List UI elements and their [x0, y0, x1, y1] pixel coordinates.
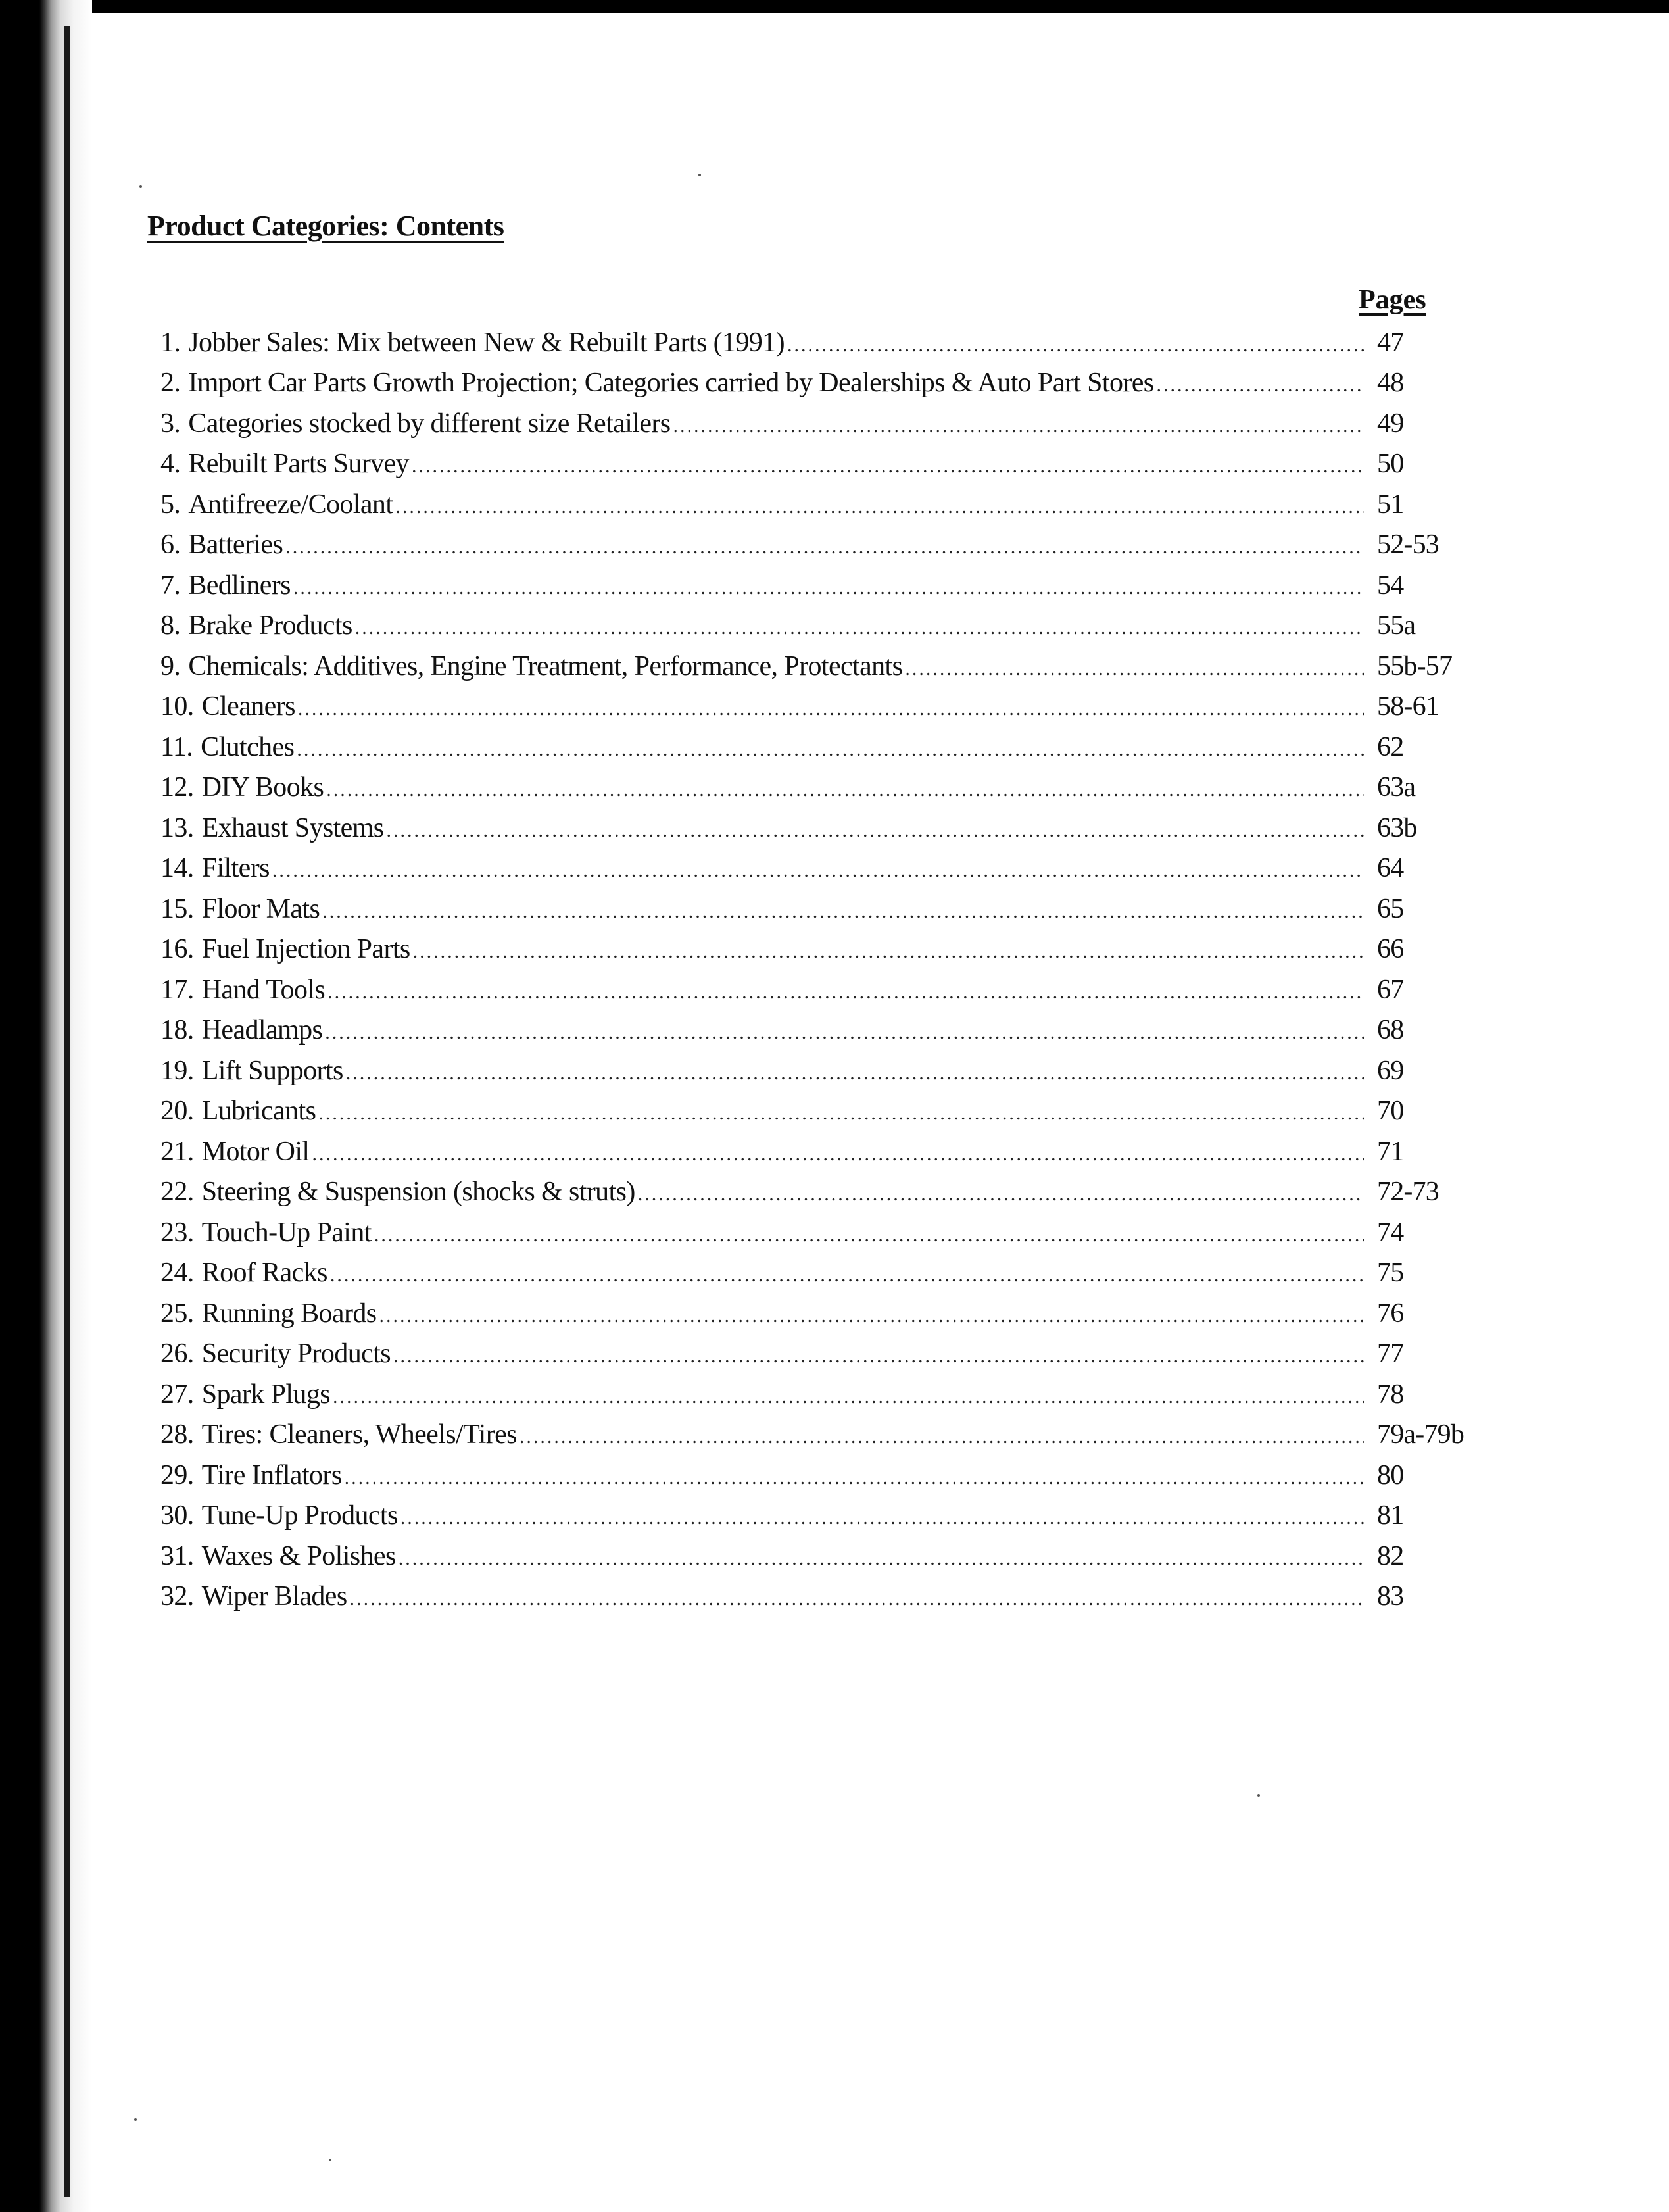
toc-entry-line: [160, 1217, 1364, 1248]
toc-entry-number: 20.: [160, 1096, 194, 1127]
toc-entry-number: 17.: [160, 974, 194, 1005]
toc-entry-line: [160, 1500, 1364, 1531]
scan-speck: [329, 2159, 331, 2161]
toc-entry-number: 8.: [160, 610, 181, 641]
dot-leader: [673, 415, 1364, 437]
toc-entry-number: 1.: [160, 327, 181, 358]
toc-entry-number: 19.: [160, 1055, 194, 1086]
toc-entry: [160, 1091, 1489, 1132]
toc-entry-title: Running Boards: [201, 1298, 377, 1329]
toc-entry-number: 25.: [160, 1298, 194, 1329]
toc-entry-line: [160, 1460, 1364, 1491]
dot-leader: [293, 577, 1364, 599]
toc-entry-line: [160, 1540, 1364, 1572]
toc-entry-page: 75: [1377, 1258, 1404, 1289]
toc-entry-line: [160, 408, 1364, 439]
toc-entry-page: 80: [1377, 1460, 1404, 1490]
toc-entry-title: Touch-Up Paint: [201, 1217, 372, 1248]
toc-entry-title: Rebuilt Parts Survey: [188, 449, 409, 479]
toc-entry-line: [160, 1338, 1364, 1369]
toc-entry-number: 15.: [160, 893, 194, 924]
scan-speck: [1257, 1794, 1260, 1797]
toc-entry-title: Security Products: [201, 1339, 391, 1369]
toc-entry: [160, 889, 1489, 929]
toc-entry-page: 63a: [1377, 772, 1416, 803]
toc-entry-title: Filters: [201, 853, 270, 884]
toc-entry-page: 79a-79b: [1377, 1419, 1464, 1450]
toc-entry-title: Lift Supports: [201, 1055, 343, 1086]
toc-entry: [160, 646, 1489, 687]
toc-entry-title: Cleaners: [201, 691, 295, 722]
dot-leader: [355, 617, 1364, 639]
toc-entry-page: 55a: [1377, 610, 1416, 641]
toc-entry-number: 5.: [160, 489, 181, 520]
toc-entry-page: 52-53: [1377, 529, 1439, 560]
toc-entry: [160, 1050, 1489, 1091]
toc-entry-page: 64: [1377, 853, 1404, 884]
toc-entry-page: 54: [1377, 570, 1404, 601]
toc-entry-page: 82: [1377, 1540, 1404, 1571]
toc-entry-page: 48: [1377, 368, 1404, 399]
toc-entry-line: [160, 610, 1364, 641]
toc-entry-number: 31.: [160, 1540, 194, 1571]
toc-entry: [160, 1374, 1489, 1415]
toc-entry-page: 58-61: [1377, 691, 1439, 722]
toc-entry-title: Categories stocked by different size Retailers: [188, 408, 671, 439]
toc-entry-line: [160, 691, 1364, 722]
toc-entry-line: [160, 570, 1364, 601]
dot-leader: [400, 1507, 1364, 1529]
toc-entry: [160, 1253, 1489, 1294]
dot-leader: [1157, 374, 1364, 397]
toc-entry: [160, 1496, 1489, 1536]
toc-entry-line: [160, 1257, 1364, 1289]
toc-entry-page: 69: [1377, 1055, 1404, 1086]
toc-entry-number: 2.: [160, 368, 181, 399]
toc-entry-title: Waxes & Polishes: [201, 1540, 396, 1571]
dot-leader: [399, 1548, 1364, 1570]
dot-leader: [412, 455, 1364, 478]
toc-entry: [160, 929, 1489, 970]
dot-leader: [520, 1426, 1364, 1448]
toc-entry-title: Hand Tools: [201, 974, 326, 1005]
toc-entry-title: Batteries: [188, 529, 283, 560]
toc-entry-page: 72-73: [1377, 1177, 1439, 1208]
toc-entry-number: 3.: [160, 408, 181, 439]
toc-entry-title: Steering & Suspension (shocks & struts): [201, 1177, 635, 1208]
toc-entry-title: Clutches: [201, 731, 295, 762]
dot-leader: [297, 739, 1364, 761]
toc-entry-title: Jobber Sales: Mix between New & Rebuilt Parts (1991): [188, 327, 785, 358]
toc-entry-title: Exhaust Systems: [201, 812, 384, 843]
toc-entry-title: Spark Plugs: [201, 1379, 330, 1410]
dot-leader: [346, 1062, 1364, 1085]
toc-entry-title: Wiper Blades: [201, 1581, 347, 1612]
dot-leader: [345, 1467, 1364, 1489]
toc-entry: [160, 565, 1489, 606]
dot-leader: [413, 941, 1364, 963]
toc-entry-page: 70: [1377, 1096, 1404, 1127]
toc-entry-line: [160, 933, 1364, 965]
toc-entry-title: Motor Oil: [201, 1136, 310, 1167]
scan-top-border: [0, 0, 1669, 13]
toc-entry: [160, 1172, 1489, 1213]
toc-entry-title: Import Car Parts Growth Projection; Categories carried by Dealerships & Auto Part Stores: [188, 368, 1154, 399]
toc-entry-line: [160, 367, 1364, 399]
toc-entry-page: 65: [1377, 893, 1404, 924]
dot-leader: [330, 1264, 1364, 1287]
toc-entry-page: 78: [1377, 1379, 1404, 1410]
toc-entry-page: 83: [1377, 1581, 1404, 1612]
pages-column-header: Pages: [1359, 285, 1426, 315]
table-of-contents: [160, 322, 1489, 1617]
dot-leader: [325, 1021, 1364, 1044]
toc-entry-page: 67: [1377, 974, 1404, 1005]
toc-entry: [160, 1334, 1489, 1375]
toc-entry-page: 77: [1377, 1339, 1404, 1369]
toc-entry-page: 51: [1377, 489, 1404, 520]
toc-entry-page: 76: [1377, 1298, 1404, 1329]
toc-entry-number: 4.: [160, 449, 181, 479]
binding-line: [64, 26, 70, 2197]
toc-entry-title: Lubricants: [201, 1096, 316, 1127]
toc-entry: [160, 1536, 1489, 1577]
toc-entry-line: [160, 489, 1364, 520]
toc-entry-page: 50: [1377, 449, 1404, 479]
dot-leader: [322, 900, 1364, 923]
toc-entry-number: 6.: [160, 529, 181, 560]
dot-leader: [787, 334, 1364, 356]
toc-entry-page: 71: [1377, 1136, 1404, 1167]
toc-entry-title: Roof Racks: [201, 1258, 327, 1289]
toc-entry: [160, 1577, 1489, 1617]
toc-entry: [160, 1010, 1489, 1051]
toc-entry-title: Fuel Injection Parts: [201, 934, 410, 965]
toc-entry: [160, 848, 1489, 889]
dot-leader: [379, 1305, 1364, 1327]
toc-entry-line: [160, 448, 1364, 479]
toc-entry-title: Tire Inflators: [201, 1460, 342, 1490]
dot-leader: [318, 1102, 1364, 1125]
toc-entry-page: 49: [1377, 408, 1404, 439]
dot-leader: [387, 820, 1364, 842]
toc-entry-title: Brake Products: [188, 610, 352, 641]
document-title: Product Categories: Contents: [147, 210, 504, 242]
toc-entry-line: [160, 1055, 1364, 1087]
dot-leader: [905, 658, 1364, 680]
dot-leader: [395, 496, 1364, 518]
toc-entry: [160, 484, 1489, 525]
toc-entry-line: [160, 1014, 1364, 1046]
toc-entry: [160, 322, 1489, 363]
toc-entry-number: 7.: [160, 570, 181, 601]
scan-speck: [134, 2118, 137, 2121]
toc-entry-number: 16.: [160, 934, 194, 965]
toc-entry-line: [160, 731, 1364, 763]
toc-entry: [160, 1212, 1489, 1253]
dot-leader: [333, 1386, 1364, 1408]
dot-leader: [285, 536, 1364, 558]
toc-entry-line: [160, 812, 1364, 844]
toc-entry-line: [160, 651, 1364, 682]
toc-entry-number: 22.: [160, 1177, 194, 1208]
toc-entry-title: Headlamps: [201, 1015, 323, 1046]
toc-entry-number: 10.: [160, 691, 194, 722]
toc-entry-title: Tires: Cleaners, Wheels/Tires: [201, 1419, 517, 1450]
dot-leader: [272, 860, 1364, 882]
toc-entry-number: 11.: [160, 731, 193, 762]
toc-entry-number: 32.: [160, 1581, 194, 1612]
scan-binding-edge: [0, 0, 92, 2212]
toc-entry-page: 47: [1377, 327, 1404, 358]
dot-leader: [298, 698, 1364, 720]
toc-entry-title: Antifreeze/Coolant: [188, 489, 393, 520]
toc-entry-line: [160, 529, 1364, 560]
toc-entry: [160, 1293, 1489, 1334]
dot-leader: [638, 1183, 1364, 1206]
toc-entry-line: [160, 327, 1364, 358]
scan-speck: [698, 174, 701, 176]
toc-entry-line: [160, 1581, 1364, 1612]
toc-entry-title: Chemicals: Additives, Engine Treatment, Performance, Protectants: [188, 651, 903, 681]
toc-entry-line: [160, 1379, 1364, 1410]
toc-entry-page: 66: [1377, 934, 1404, 965]
toc-entry-number: 28.: [160, 1419, 194, 1450]
toc-entry-line: [160, 852, 1364, 884]
toc-entry-number: 23.: [160, 1217, 194, 1248]
toc-entry-number: 27.: [160, 1379, 194, 1410]
toc-entry-page: 81: [1377, 1500, 1404, 1531]
toc-entry: [160, 970, 1489, 1010]
toc-entry-line: [160, 1298, 1364, 1329]
toc-entry-line: [160, 1095, 1364, 1127]
toc-entry: [160, 1131, 1489, 1172]
toc-entry: [160, 768, 1489, 808]
toc-entry-page: 55b-57: [1377, 651, 1453, 681]
toc-entry-line: [160, 1136, 1364, 1167]
toc-entry-number: 9.: [160, 651, 181, 681]
toc-entry: [160, 444, 1489, 485]
toc-entry-number: 26.: [160, 1339, 194, 1369]
scan-speck: [139, 185, 142, 188]
toc-entry-page: 68: [1377, 1015, 1404, 1046]
toc-entry-line: [160, 893, 1364, 925]
toc-entry-number: 12.: [160, 772, 194, 803]
toc-entry-line: [160, 1419, 1364, 1450]
toc-entry: [160, 687, 1489, 727]
toc-entry-title: Bedliners: [188, 570, 291, 601]
toc-entry-line: [160, 1176, 1364, 1208]
toc-entry: [160, 606, 1489, 647]
toc-entry-number: 14.: [160, 853, 194, 884]
dot-leader: [350, 1588, 1364, 1610]
toc-entry-number: 24.: [160, 1258, 194, 1289]
toc-entry-number: 30.: [160, 1500, 194, 1531]
toc-entry-title: Tune-Up Products: [201, 1500, 398, 1531]
toc-entry-number: 29.: [160, 1460, 194, 1490]
dot-leader: [327, 981, 1364, 1004]
toc-entry: [160, 403, 1489, 444]
toc-entry-line: [160, 772, 1364, 803]
toc-entry-title: Floor Mats: [201, 893, 320, 924]
dot-leader: [312, 1143, 1364, 1166]
dot-leader: [374, 1224, 1364, 1246]
toc-entry-page: 74: [1377, 1217, 1404, 1248]
toc-entry-page: 62: [1377, 731, 1404, 762]
toc-entry: [160, 363, 1489, 404]
dot-leader: [393, 1345, 1364, 1367]
toc-entry-page: 63b: [1377, 812, 1417, 843]
dot-leader: [326, 779, 1364, 801]
toc-entry: [160, 727, 1489, 768]
toc-entry-line: [160, 974, 1364, 1006]
toc-entry: [160, 808, 1489, 848]
toc-entry-title: DIY Books: [201, 772, 324, 803]
toc-entry: [160, 1415, 1489, 1456]
toc-entry: [160, 525, 1489, 566]
toc-entry: [160, 1455, 1489, 1496]
toc-entry-number: 21.: [160, 1136, 194, 1167]
toc-entry-number: 13.: [160, 812, 194, 843]
toc-entry-number: 18.: [160, 1015, 194, 1046]
